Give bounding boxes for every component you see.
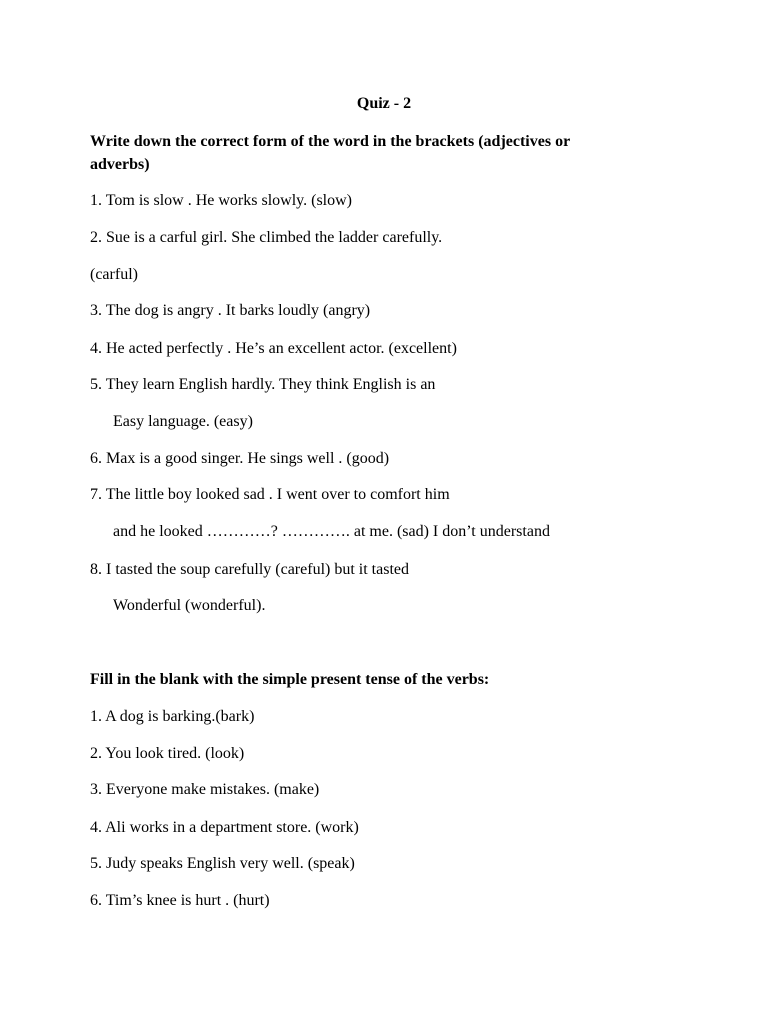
section2-line: 5. Judy speaks English very well. (speak) xyxy=(90,855,355,872)
section2-line: 3. Everyone make mistakes. (make) xyxy=(90,781,320,798)
section2-heading: Fill in the blank with the simple present tense of the verbs: xyxy=(90,671,490,688)
section1-line: 1. Tom is slow . He works slowly. (slow) xyxy=(90,192,352,209)
section1-line: 2. Sue is a carful girl. She climbed the ladder carefully. xyxy=(90,229,443,246)
section1-line: and he looked …………? …………. at me. (sad) I don’t understand xyxy=(113,523,550,540)
section1-line: Wonderful (wonderful). xyxy=(113,597,266,614)
section1-line: 6. Max is a good singer. He sings well . (good) xyxy=(90,450,390,467)
section1-heading xyxy=(90,130,650,176)
page-title: Quiz - 2 xyxy=(356,95,412,112)
section1-line: 5. They learn English hardly. They think English is an xyxy=(90,376,436,393)
section1-line: Easy language. (easy) xyxy=(113,413,253,430)
section1-line: (carful) xyxy=(90,266,138,283)
section2-line: 6. Tim’s knee is hurt . (hurt) xyxy=(90,892,270,909)
section1-heading-line2: adverbs) xyxy=(90,156,150,173)
section1-line: 8. I tasted the soup carefully (careful) but it tasted xyxy=(90,561,409,578)
section1-heading-line1: Write down the correct form of the word in the brackets (adjectives or xyxy=(90,133,571,150)
section1-line: 7. The little boy looked sad . I went over to comfort him xyxy=(90,486,450,503)
section2-line: 4. Ali works in a department store. (work) xyxy=(90,819,359,836)
section1-line: 3. The dog is angry . It barks loudly (angry) xyxy=(90,302,371,319)
section1-line: 4. He acted perfectly . He’s an excellent actor. (excellent) xyxy=(90,340,457,357)
section2-line: 1. A dog is barking.(bark) xyxy=(90,708,255,725)
section2-line: 2. You look tired. (look) xyxy=(90,745,245,762)
